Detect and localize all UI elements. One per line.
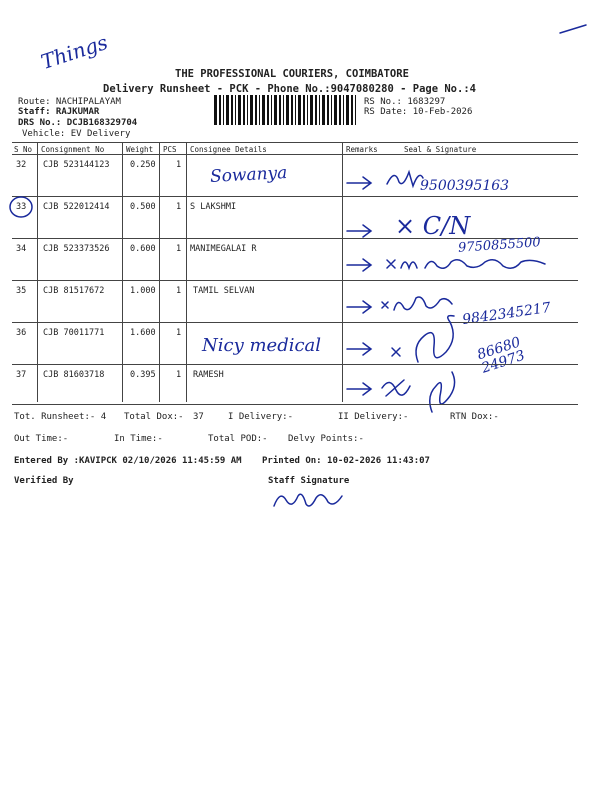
barcode-bar bbox=[327, 95, 329, 125]
row-divider bbox=[12, 322, 578, 323]
company-title: THE PROFESSIONAL COURIERS, COIMBATORE bbox=[175, 68, 409, 80]
cell-pcs: 1 bbox=[176, 370, 182, 380]
cell-consignee: RAMESH bbox=[193, 370, 224, 380]
col-divider bbox=[37, 142, 38, 402]
barcode-bar bbox=[243, 95, 245, 125]
cell-pcs: 1 bbox=[176, 244, 182, 254]
cell-consignee: S LAKSHMI bbox=[190, 202, 237, 212]
col-divider bbox=[159, 142, 160, 402]
col-header-pcs: PCS bbox=[163, 145, 177, 154]
out-time: Out Time:- bbox=[14, 434, 69, 444]
col-header-consignment: Consignment No bbox=[41, 145, 105, 154]
barcode-bar bbox=[339, 95, 341, 125]
arrow-icon bbox=[345, 224, 375, 238]
barcode-bar bbox=[355, 95, 356, 125]
in-time: In Time:- bbox=[114, 434, 163, 444]
barcode-bar bbox=[346, 95, 349, 125]
cell-consignee: TAMIL SELVAN bbox=[193, 286, 255, 296]
cell-consignment: CJB 81517672 bbox=[43, 286, 105, 296]
barcode-bar bbox=[286, 95, 289, 125]
total-pod: Total POD:- bbox=[208, 434, 268, 444]
rs-date-label: RS Date: 10-Feb-2026 bbox=[364, 107, 473, 117]
cell-weight: 0.395 bbox=[130, 370, 156, 380]
cell-consignment: CJB 523144123 bbox=[43, 160, 110, 170]
arrow-icon bbox=[345, 300, 375, 314]
cell-sno: 32 bbox=[16, 160, 27, 170]
col-header-seal: Seal & Signature bbox=[404, 145, 477, 154]
barcode-bar bbox=[303, 95, 305, 125]
barcode-bar bbox=[271, 95, 272, 125]
staff-signature bbox=[270, 486, 350, 514]
cell-sno: 35 bbox=[16, 286, 27, 296]
signature-scribble bbox=[385, 254, 550, 276]
col-header-sno: S No bbox=[14, 145, 33, 154]
barcode-bar bbox=[283, 95, 284, 125]
cell-sno: 34 bbox=[16, 244, 27, 254]
signature-scribble bbox=[378, 366, 468, 418]
arrow-icon bbox=[345, 176, 375, 190]
rs-no-label: RS No.: 1683297 bbox=[364, 97, 446, 107]
arrow-icon bbox=[345, 258, 375, 272]
cell-pcs: 1 bbox=[176, 202, 182, 212]
barcode-bar bbox=[334, 95, 337, 125]
row-divider bbox=[12, 364, 578, 365]
printed-on: Printed On: 10-02-2026 11:43:07 bbox=[262, 456, 430, 466]
rtn-dox: RTN Dox:- bbox=[450, 412, 499, 422]
staff-signature-label: Staff Signature bbox=[268, 476, 350, 486]
barcode-bar bbox=[298, 95, 301, 125]
vehicle-label: Vehicle: EV Delivery bbox=[22, 129, 131, 139]
barcode-bar bbox=[259, 95, 260, 125]
barcode-bar bbox=[315, 95, 317, 125]
cell-sno: 37 bbox=[16, 370, 27, 380]
cell-pcs: 1 bbox=[176, 286, 182, 296]
cell-consignment: CJB 523373526 bbox=[43, 244, 110, 254]
tot-runsheet: Tot. Runsheet:- 4 bbox=[14, 412, 107, 422]
barcode-bar bbox=[322, 95, 325, 125]
handwritten-seal: 9500395163 bbox=[420, 178, 510, 194]
drs-label: DRS No.: DCJB168329704 bbox=[18, 118, 138, 128]
barcode-bar bbox=[331, 95, 332, 125]
barcode-bar bbox=[235, 95, 236, 125]
barcode-bar bbox=[250, 95, 253, 125]
pen-stroke-top-right bbox=[560, 25, 590, 35]
barcode-bar bbox=[291, 95, 293, 125]
route-label: Route: NACHIPALAYAM bbox=[18, 97, 121, 107]
signature-scribble bbox=[385, 166, 425, 190]
barcode-bar bbox=[307, 95, 308, 125]
barcode bbox=[214, 95, 358, 125]
barcode-bar bbox=[279, 95, 281, 125]
cell-weight: 0.500 bbox=[130, 202, 156, 212]
col-header-weight: Weight bbox=[126, 145, 154, 154]
table-bottom-border bbox=[12, 404, 578, 405]
cell-weight: 0.600 bbox=[130, 244, 156, 254]
barcode-bar bbox=[310, 95, 313, 125]
handwritten-note: Things bbox=[37, 29, 111, 75]
cell-sno: 36 bbox=[16, 328, 27, 338]
barcode-bar bbox=[223, 95, 224, 125]
total-dox-label: Total Dox:- bbox=[124, 412, 184, 422]
barcode-bar bbox=[255, 95, 257, 125]
cell-pcs: 1 bbox=[176, 328, 182, 338]
barcode-bar bbox=[214, 95, 217, 125]
verified-by: Verified By bbox=[14, 476, 74, 486]
entered-by: Entered By :KAVIPCK 02/10/2026 11:45:59 AM bbox=[14, 456, 242, 466]
runsheet-subtitle: Delivery Runsheet - PCK - Phone No.:9047080280 - Page No.:4 bbox=[103, 83, 476, 95]
col-divider bbox=[342, 142, 343, 402]
barcode-bar bbox=[219, 95, 221, 125]
cell-weight: 1.000 bbox=[130, 286, 156, 296]
barcode-bar bbox=[262, 95, 265, 125]
barcode-bar bbox=[274, 95, 277, 125]
handwritten-seal: × C/N bbox=[395, 212, 471, 240]
row-divider bbox=[12, 280, 578, 281]
barcode-bar bbox=[295, 95, 296, 125]
col-divider bbox=[186, 142, 187, 402]
i-delivery: I Delivery:- bbox=[228, 412, 294, 422]
col-header-remarks: Remarks bbox=[346, 145, 378, 154]
barcode-bar bbox=[226, 95, 229, 125]
ii-delivery: II Delivery:- bbox=[338, 412, 409, 422]
row-divider bbox=[12, 196, 578, 197]
cell-consignment: CJB 522012414 bbox=[43, 202, 110, 212]
barcode-bar bbox=[231, 95, 233, 125]
barcode-bar bbox=[343, 95, 344, 125]
cell-weight: 0.250 bbox=[130, 160, 156, 170]
cell-consignment: CJB 70011771 bbox=[43, 328, 105, 338]
table-top-border bbox=[12, 142, 578, 143]
barcode-bar bbox=[247, 95, 248, 125]
handwritten-seal: 9750855500 bbox=[457, 235, 542, 256]
barcode-bar bbox=[238, 95, 241, 125]
handwritten-seal: 9842345217 bbox=[461, 299, 552, 329]
signature-scribble bbox=[388, 312, 468, 372]
cell-pcs: 1 bbox=[176, 160, 182, 170]
table-header-border bbox=[12, 154, 578, 155]
total-dox-value: 37 bbox=[193, 412, 204, 422]
handwritten-consignee: Nicy medical bbox=[202, 335, 322, 356]
col-divider bbox=[122, 142, 123, 402]
cell-sno: 33 bbox=[16, 202, 27, 212]
cell-consignment: CJB 81603718 bbox=[43, 370, 105, 380]
barcode-bar bbox=[267, 95, 269, 125]
arrow-icon bbox=[345, 342, 375, 356]
handwritten-seal: 86680 24973 bbox=[475, 334, 527, 377]
col-header-consignee: Consignee Details bbox=[190, 145, 267, 154]
cell-weight: 1.600 bbox=[130, 328, 156, 338]
handwritten-consignee: Sowanya bbox=[209, 162, 288, 188]
barcode-bar bbox=[319, 95, 320, 125]
staff-label: Staff: RAJKUMAR bbox=[18, 107, 100, 117]
cell-consignee: MANIMEGALAI R bbox=[190, 244, 257, 254]
delvy-points: Delvy Points:- bbox=[288, 434, 364, 444]
barcode-bar bbox=[351, 95, 353, 125]
arrow-icon bbox=[345, 382, 375, 396]
